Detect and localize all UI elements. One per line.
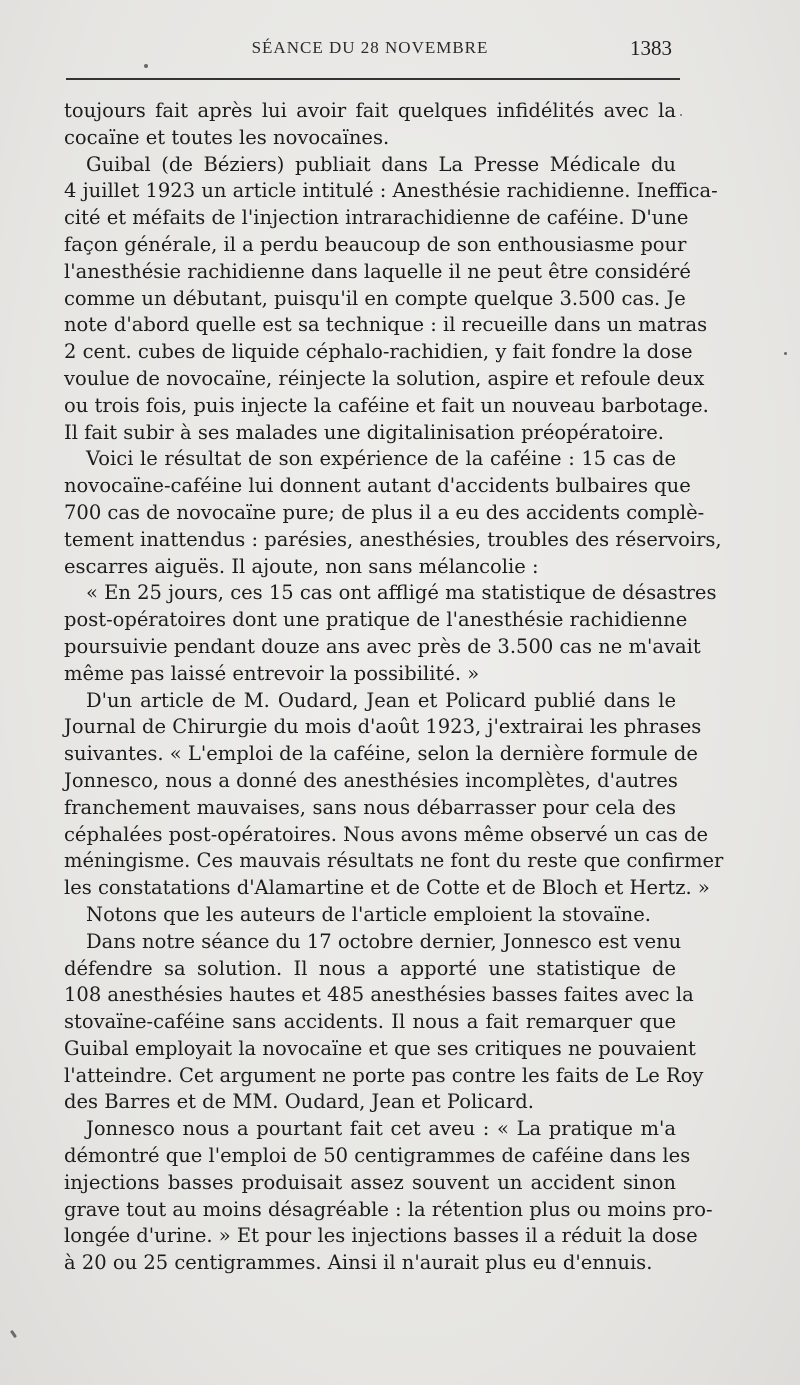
text-line: voulue de novocaïne, réinjecte la solution, aspire et refoule deux [64, 366, 705, 390]
text-line: « En 25 jours, ces 15 cas ont affligé ma statistique de désastres [86, 581, 717, 605]
text-line: grave tout au moins désagréable : la rétention plus ou moins pro- [64, 1197, 713, 1221]
page-header [64, 38, 676, 68]
text-line: toujours fait après lui avoir fait quelques infidélités avec la [64, 99, 676, 122]
text-line: façon générale, il a perdu beaucoup de son enthousiasme pour [64, 232, 687, 256]
text-line: défendre sa solution. Il nous a apporté une statistique de [64, 956, 676, 980]
text-line: des Barres et de MM. Oudard, Jean et Policard. [64, 1090, 534, 1114]
text-line: Journal de Chirurgie du mois d'août 1923, j'extrairai les phrases [64, 715, 702, 739]
text-line: 2 cent. cubes de liquide céphalo-rachidien, y fait fondre la dose [64, 340, 693, 364]
text-line: suivantes. « L'emploi de la caféine, selon la dernière formule de [64, 742, 698, 766]
text-line: novocaïne-caféine lui donnent autant d'accidents bulbaires que [64, 474, 691, 498]
text-line: Il fait subir à ses malades une digitalinisation préopératoire. [64, 420, 664, 444]
text-line: franchement mauvaises, sans nous débarrasser pour cela des [64, 795, 676, 819]
text-line: Notons que les auteurs de l'article emploient la stovaïne. [86, 902, 651, 926]
text-line: Guibal employait la novocaïne et que ses critiques ne pouvaient [64, 1036, 696, 1060]
body-text [64, 98, 724, 1277]
text-line: même pas laissé entrevoir la possibilité. » [64, 661, 480, 685]
header-rule [66, 78, 680, 80]
text-line: poursuivie pendant douze ans avec près de 3.500 cas ne m'avait [64, 634, 701, 658]
text-line: ou trois fois, puis injecte la caféine et fait un nouveau barbotage. [64, 393, 709, 417]
text-line: démontré que l'emploi de 50 centigrammes de caféine dans les [64, 1144, 691, 1168]
text-line: stovaïne-caféine sans accidents. Il nous a fait remarquer que [64, 1010, 676, 1034]
print-speck [680, 114, 682, 116]
text-line: 700 cas de novocaïne pure; de plus il a eu des accidents complè- [64, 500, 705, 524]
text-line: Voici le résultat de son expérience de la caféine : 15 cas de [86, 447, 676, 471]
text-line: céphalées post-opératoires. Nous avons même observé un cas de [64, 822, 709, 846]
text-line: note d'abord quelle est sa technique : il recueille dans un matras [64, 313, 708, 337]
text-line: D'un article de M. Oudard, Jean et Policard publié dans le [86, 688, 676, 712]
text-line: méningisme. Ces mauvais résultats ne font du reste que confirmer [64, 849, 724, 873]
text-line: tement inattendus : parésies, anesthésies, troubles des réservoirs, [64, 527, 722, 551]
text-line: post-opératoires dont une pratique de l'anesthésie rachidienne [64, 608, 688, 632]
text-line: comme un débutant, puisqu'il en compte quelque 3.500 cas. Je [64, 286, 686, 310]
text-line: 108 anesthésies hautes et 485 anesthésies basses faites avec la [64, 983, 694, 1007]
text-line: 4 juillet 1923 un article intitulé : Anesthésie rachidienne. Inefficа- [64, 179, 718, 203]
text-line: Jonnesco nous a pourtant fait cet aveu : « La pratique m'a [86, 1117, 676, 1141]
text-line: Guibal (de Béziers) publiait dans La Presse Médicale du [86, 152, 676, 176]
text-line: Dans notre séance du 17 octobre dernier, Jonnesco est venu [86, 929, 682, 953]
text-line: l'anesthésie rachidienne dans laquelle il ne peut être considéré [64, 259, 691, 283]
text-line: Jonnesco, nous a donné des anesthésies incomplètes, d'autres [64, 768, 678, 792]
text-line: les constatations d'Alamartine et de Cotte et de Bloch et Hertz. » [64, 876, 710, 900]
text-line: cité et méfaits de l'injection intrarachidienne de caféine. D'une [64, 206, 689, 230]
print-speck [144, 64, 148, 68]
text-line: escarres aiguës. Il ajoute, non sans mélancolie : [64, 554, 539, 578]
text-line: à 20 ou 25 centigrammes. Ainsi il n'aurait plus eu d'ennuis. [64, 1251, 653, 1275]
print-speck [10, 1330, 17, 1338]
print-speck [784, 352, 787, 355]
page-number: 1383 [630, 36, 672, 60]
text-line: longée d'urine. » Et pour les injections basses il a réduit la dose [64, 1224, 698, 1248]
text-line: cocaïne et toutes les novocaïnes. [64, 125, 390, 149]
text-line: l'atteindre. Cet argument ne porte pas contre les faits de Le Roy [64, 1063, 704, 1087]
text-line: injections basses produisait assez souvent un accident sinon [64, 1170, 676, 1194]
running-head: SÉANCE DU 28 NOVEMBRE [251, 38, 489, 57]
